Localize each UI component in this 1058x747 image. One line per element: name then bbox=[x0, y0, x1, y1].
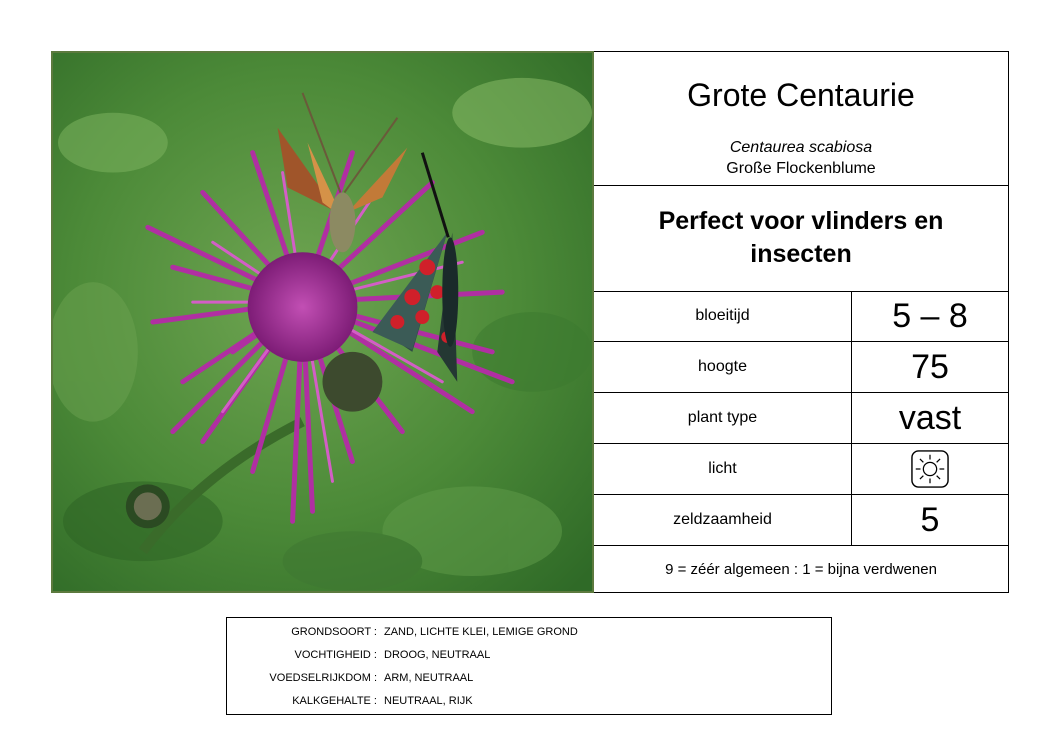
rarity-scale-note: 9 = zéér algemeen : 1 = bijna verdwenen bbox=[665, 561, 937, 578]
plant-title: Grote Centaurie bbox=[687, 77, 915, 113]
property-row-zeldzaamheid bbox=[594, 495, 1008, 546]
soil-row bbox=[227, 672, 831, 688]
property-row-bloeitijd bbox=[594, 291, 1008, 342]
property-label: licht bbox=[594, 444, 852, 494]
soil-value: ARM, NEUTRAAL bbox=[384, 672, 474, 684]
soil-row bbox=[227, 649, 831, 665]
property-label: bloeitijd bbox=[594, 291, 852, 341]
latin-name: Centaurea scabiosa bbox=[729, 139, 873, 156]
tagline-line-2: insecten bbox=[750, 240, 852, 268]
property-value: 5 bbox=[920, 500, 940, 539]
property-label: hoogte bbox=[594, 342, 852, 392]
property-row-hoogte bbox=[594, 342, 1008, 393]
property-label: zeldzaamheid bbox=[594, 495, 852, 545]
full-sun-icon bbox=[911, 450, 949, 488]
property-row-licht bbox=[594, 444, 1008, 495]
soil-key: VOCHTIGHEID : bbox=[294, 649, 377, 661]
property-value bbox=[852, 444, 1008, 494]
german-name: Große Flockenblume bbox=[726, 160, 876, 177]
card-header bbox=[594, 52, 1008, 186]
soil-value: ZAND, LICHTE KLEI, LEMIGE GROND bbox=[384, 626, 578, 638]
tagline-line-1: Perfect voor vlinders en bbox=[658, 207, 944, 235]
soil-key: GRONDSOORT : bbox=[291, 626, 377, 638]
plant-info-card bbox=[594, 51, 1009, 593]
soil-key: KALKGEHALTE : bbox=[292, 695, 377, 707]
soil-value: NEUTRAAL, RIJK bbox=[384, 695, 473, 707]
property-value: 75 bbox=[911, 347, 949, 386]
plant-photo-image bbox=[53, 53, 592, 591]
tagline bbox=[594, 185, 1008, 292]
soil-row bbox=[227, 695, 831, 711]
soil-info-box bbox=[226, 617, 832, 715]
soil-value: DROOG, NEUTRAAL bbox=[384, 649, 491, 661]
soil-key: VOEDSELRIJKDOM : bbox=[269, 672, 377, 684]
soil-row bbox=[227, 626, 831, 642]
property-value: vast bbox=[898, 398, 962, 437]
property-label: plant type bbox=[594, 393, 852, 443]
plant-photo bbox=[51, 51, 594, 593]
property-row-plant-type bbox=[594, 393, 1008, 444]
property-value: 5 – 8 bbox=[892, 296, 968, 335]
